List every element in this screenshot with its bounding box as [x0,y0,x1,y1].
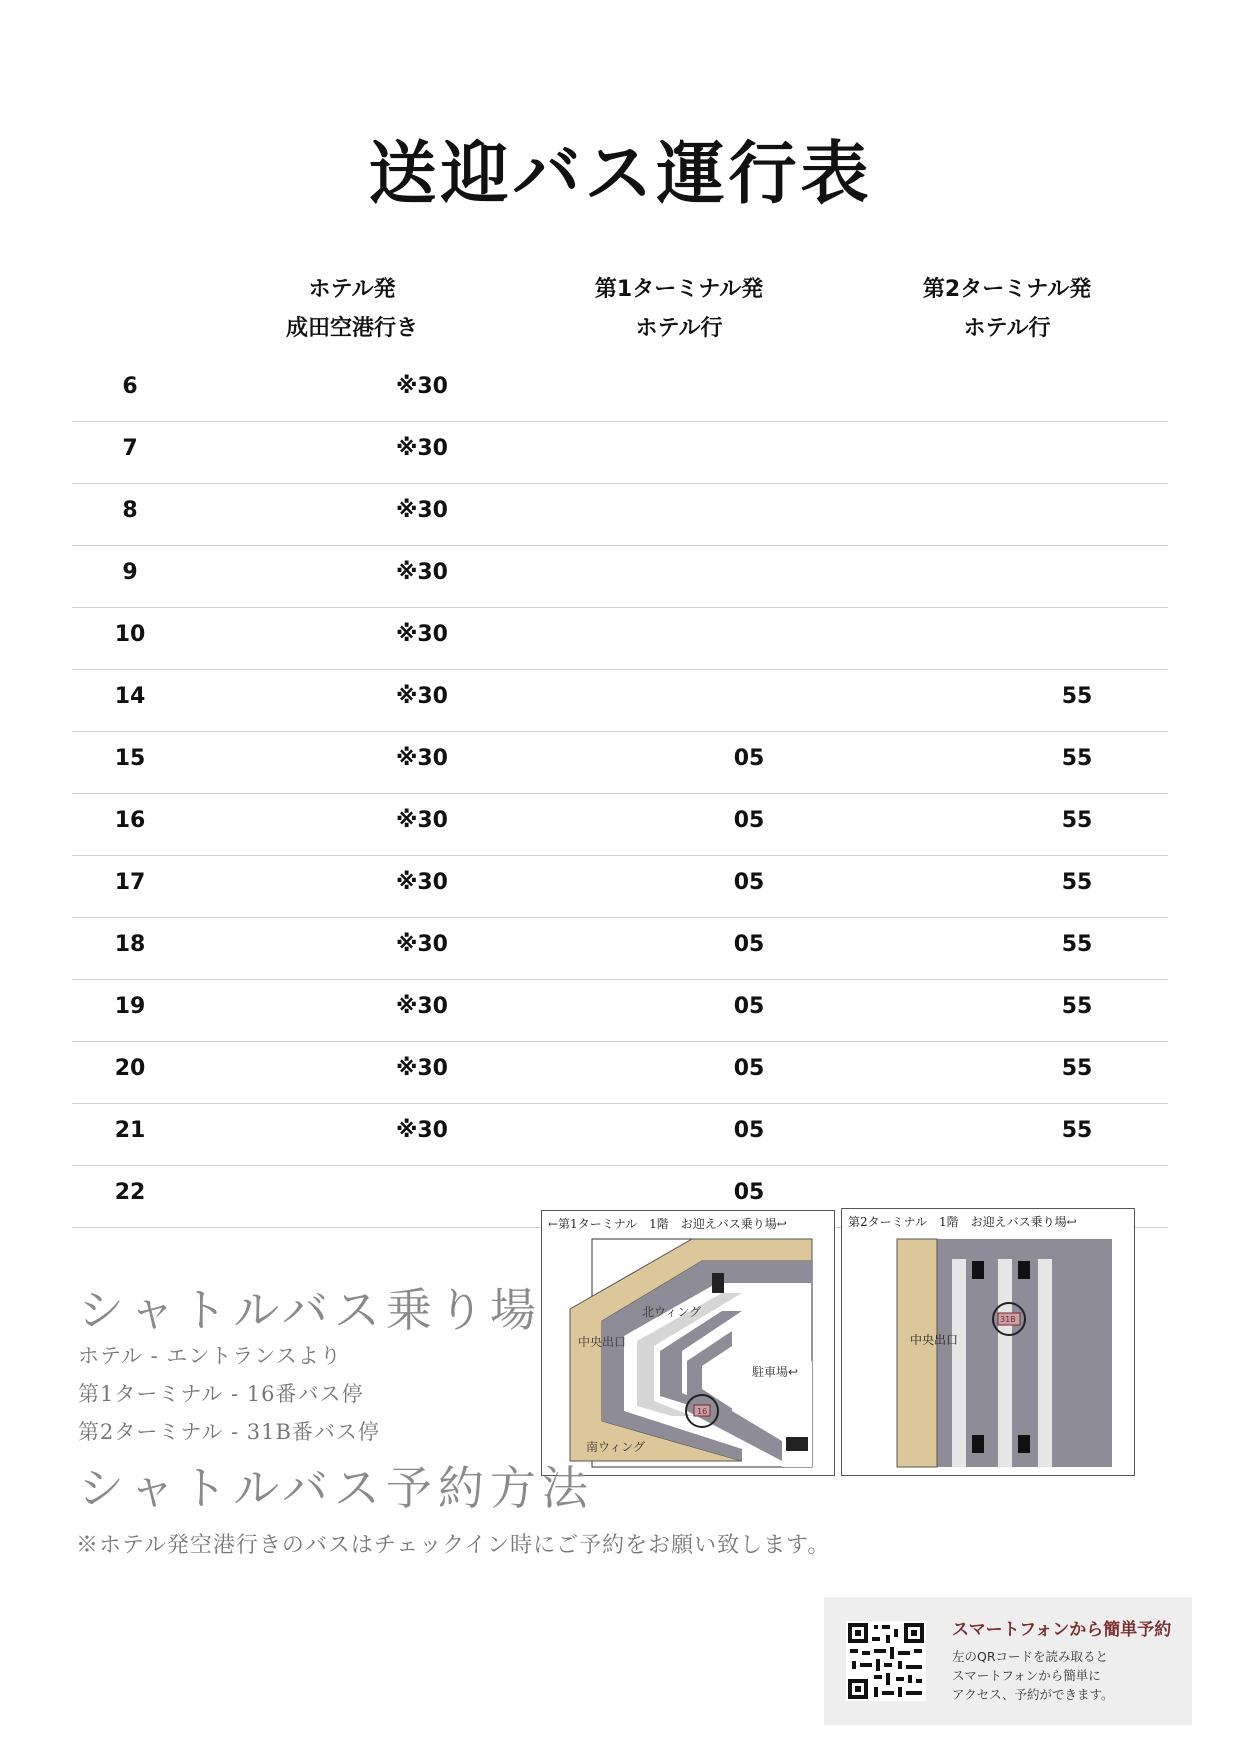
t1-stop-label: 16 [697,1407,708,1416]
t2-stop-label: 31B [1000,1315,1016,1324]
north-wing-label: 北ウィング [642,1305,702,1319]
hour-cell: 17 [114,870,146,895]
table-row [72,856,1168,918]
parking-label: 駐車場↩ [752,1365,799,1379]
terminal1-departure-cell: 05 [733,1118,765,1143]
terminal1-departure-cell: 05 [733,1180,765,1205]
hour-cell: 15 [114,746,146,771]
hotel-departure-cell: ※30 [395,560,448,585]
hotel-departure-cell: ※30 [395,684,448,709]
hour-cell: 9 [122,560,138,585]
terminal1-departure-cell: 05 [733,870,765,895]
column-header-terminal1: 第1ターミナル発 ホテル行 [594,277,764,341]
hour-cell: 8 [122,498,138,523]
table-row [72,732,1168,794]
hotel-departure-cell: ※30 [395,374,448,399]
terminal1-map [541,1210,835,1476]
reservation-note: ※ホテル発空港行きのバスはチェックイン時にご予約をお願い致します。 [76,1533,831,1558]
column-header-terminal2: 第2ターミナル発 ホテル行 [922,277,1092,341]
hotel-departure-cell: ※30 [395,1118,448,1143]
hour-cell: 18 [114,932,146,957]
hotel-departure-cell: ※30 [395,622,448,647]
table-row [72,422,1168,484]
hour-cell: 20 [114,1056,146,1081]
terminal2-departure-cell: 55 [1061,746,1093,771]
terminal1-departure-cell: 05 [733,932,765,957]
table-row [72,1104,1168,1166]
boarding-line-terminal2: 第2ターミナル - 31B番バス停 [78,1420,380,1444]
hour-cell: 10 [114,622,146,647]
table-row [72,794,1168,856]
hotel-departure-cell: ※30 [395,994,448,1019]
reservation-title: シャトルバス予約方法 [78,1461,594,1515]
t1-central-exit-label: 中央出口 [578,1335,627,1349]
table-row [72,1042,1168,1104]
table-row [72,670,1168,732]
terminal2-departure-cell: 55 [1061,1056,1093,1081]
terminal1-departure-cell: 05 [733,808,765,833]
boarding-line-terminal1: 第1ターミナル - 16番バス停 [78,1382,364,1406]
hour-cell: 14 [114,684,146,709]
table-row [72,360,1168,422]
terminal1-departure-cell: 05 [733,1056,765,1081]
table-row [72,484,1168,546]
terminal2-map-caption: 第2ターミナル 1階 お迎えバス乗り場↩ [848,1215,1077,1229]
boarding-title: シャトルバス乗り場 [78,1283,542,1337]
terminal2-departure-cell: 55 [1061,808,1093,833]
terminal1-map-drawing [542,1211,834,1475]
terminal2-map-drawing [842,1209,1134,1475]
terminal1-departure-cell: 05 [733,746,765,771]
hotel-departure-cell: ※30 [395,746,448,771]
table-row [72,608,1168,670]
table-row [72,918,1168,980]
hotel-departure-cell: ※30 [395,808,448,833]
t2-central-exit-label: 中央出口 [910,1333,959,1347]
hour-cell: 7 [122,436,138,461]
terminal2-departure-cell: 55 [1061,932,1093,957]
hotel-departure-cell: ※30 [395,1056,448,1081]
hotel-departure-cell: ※30 [395,932,448,957]
terminal2-map [841,1208,1135,1476]
qr-code[interactable] [846,1621,926,1701]
qr-title: スマートフォンから簡単予約 [952,1620,1172,1640]
terminal2-departure-cell: 55 [1061,1118,1093,1143]
hour-cell: 16 [114,808,146,833]
table-row [72,980,1168,1042]
qr-reservation-box [824,1597,1192,1725]
boarding-line-hotel: ホテル - エントランスより [78,1344,342,1368]
column-header-hotel: ホテル発 成田空港行き [285,277,418,341]
terminal2-departure-cell: 55 [1061,684,1093,709]
terminal2-departure-cell: 55 [1061,994,1093,1019]
hour-cell: 6 [122,374,138,399]
qr-description: 左のQRコードを読み取ると スマートフォンから簡単に アクセス、予約ができます。 [952,1649,1114,1702]
hour-cell: 19 [114,994,146,1019]
hotel-departure-cell: ※30 [395,870,448,895]
hour-cell: 22 [114,1180,146,1205]
terminal1-map-caption: ←第1ターミナル 1階 お迎えバス乗り場↩ [548,1217,787,1231]
terminal2-departure-cell: 55 [1061,870,1093,895]
terminal1-departure-cell: 05 [733,994,765,1019]
hotel-departure-cell: ※30 [395,498,448,523]
timetable [72,360,1168,1228]
south-wing-label: 南ウィング [586,1440,646,1454]
table-row [72,546,1168,608]
page-title: 送迎バス運行表 [368,135,873,214]
hotel-departure-cell: ※30 [395,436,448,461]
hour-cell: 21 [114,1118,146,1143]
